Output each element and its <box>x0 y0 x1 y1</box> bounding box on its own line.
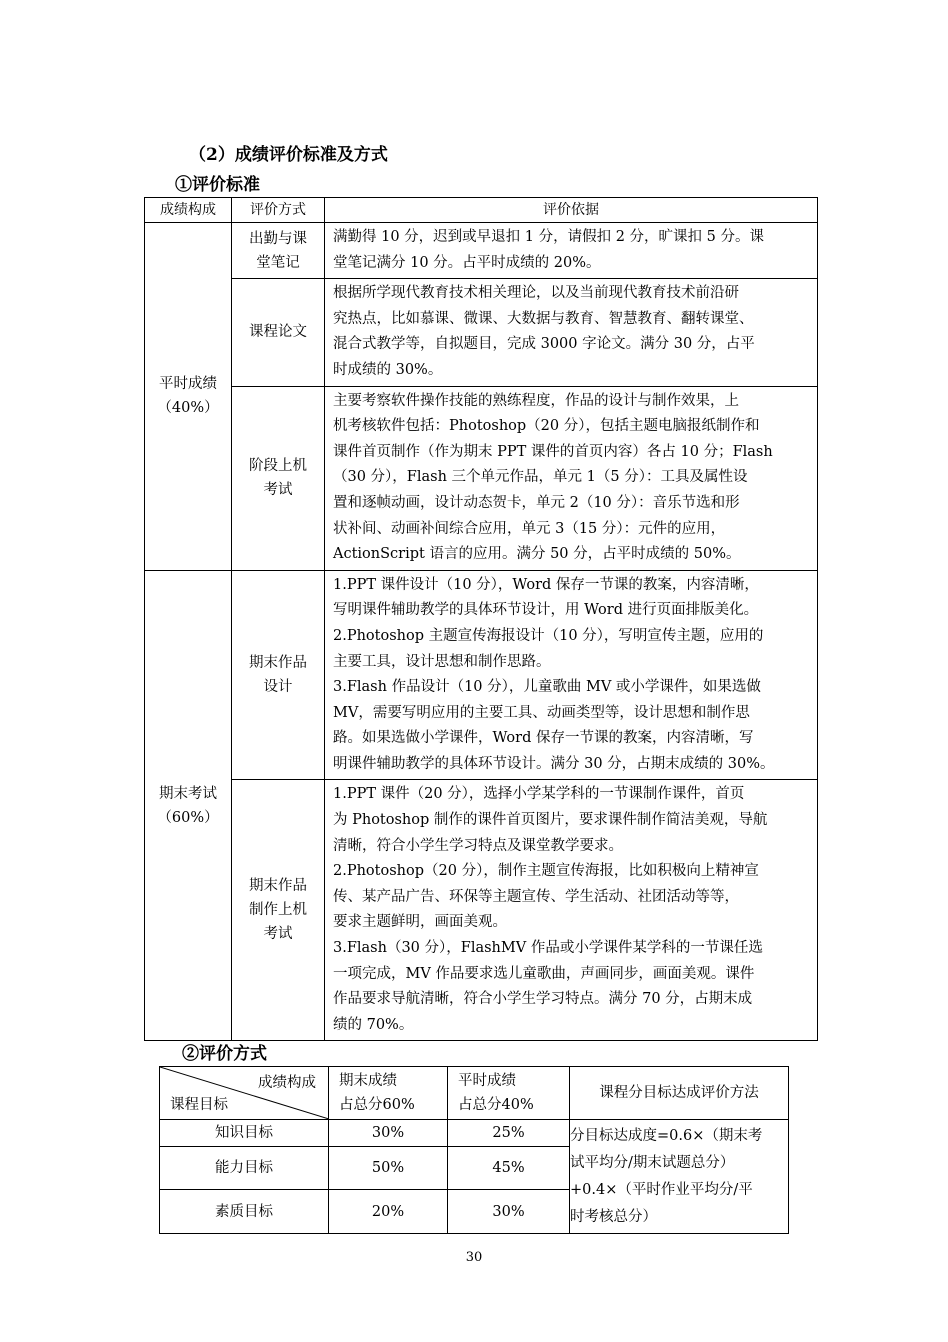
method-paper: 课程论文 <box>232 279 325 386</box>
goal-ability: 能力目标 <box>160 1147 329 1190</box>
diagonal-header-cell <box>160 1067 329 1120</box>
usual-knowledge: 25% <box>448 1120 570 1147</box>
criteria-header-row <box>145 198 818 223</box>
goal-knowledge: 知识目标 <box>160 1120 329 1147</box>
basis-final-design: 1.PPT 课件设计（10 分），Word 保存一节课的教案，内容清晰， 写明课件辅助教学的具体环节设计，用 Word 进行页面排版美化。 2.Photoshop 主题宣传海报设计（10 分），写明宣传主题，应用的 主要工具，设计思想和制作思路。 3.Flash 作品设计（10 分），儿童歌曲 MV 或小学课件，如果选做 MV，需要写明应用的主要工具、动画类型等，设计思想和制作思 路。如果选做小学课件，Word 保存一节课的教案，内容清晰，写 明课件辅助教学的具体环节设计。满分 30 分，占期末成绩的 30%。 <box>325 570 818 780</box>
group-label-usual: 平时成绩 （40%） <box>145 223 232 571</box>
header-final-score: 期末成绩 占总分60% <box>329 1067 448 1120</box>
table-row <box>145 279 818 386</box>
usual-ability: 45% <box>448 1147 570 1190</box>
criteria-title: ①评价标准 <box>175 175 260 195</box>
table-row <box>160 1120 789 1147</box>
final-ability: 50% <box>329 1147 448 1190</box>
method-final-exam: 期末作品 制作上机 考试 <box>232 780 325 1041</box>
table-row <box>145 386 818 570</box>
method-stage-exam: 阶段上机 考试 <box>232 386 325 570</box>
page-number: 30 <box>465 1250 483 1265</box>
final-quality: 20% <box>329 1190 448 1234</box>
corner-bottom-label: 课程目标 <box>170 1097 228 1113</box>
header-evaluation-method: 课程分目标达成评价方法 <box>570 1067 789 1120</box>
corner-top-label: 成绩构成 <box>258 1075 316 1091</box>
goal-quality: 素质目标 <box>160 1190 329 1234</box>
final-knowledge: 30% <box>329 1120 448 1147</box>
header-method: 评价方式 <box>232 198 325 223</box>
table-row <box>145 570 818 780</box>
header-basis: 评价依据 <box>325 198 818 223</box>
header-composition: 成绩构成 <box>145 198 232 223</box>
basis-attendance: 满勤得 10 分，迟到或早退扣 1 分，请假扣 2 分，旷课扣 5 分。课 堂笔记满分 10 分。占平时成绩的 20%。 <box>325 223 818 279</box>
method-header-row <box>160 1067 789 1120</box>
table-row <box>145 780 818 1041</box>
basis-final-exam: 1.PPT 课件（20 分），选择小学某学科的一节课制作课件，首页 为 Photoshop 制作的课件首页图片，要求课件制作简洁美观，导航 清晰，符合小学生学习特点及课堂教学要求。 2.Photoshop（20 分），制作主题宣传海报，比如积极向上精神宣 传、某产品广告、环保等主题宣传、学生活动、社团活动等等， 要求主题鲜明，画面美观。 3.Flash（30 分），FlashMV 作品或小学课件某学科的一节课任选 一项完成，MV 作品要求选儿童歌曲，声画同步，画面美观。课件 作品要求导航清晰，符合小学生学习特点。满分 70 分，占期末成 绩的 70%。 <box>325 780 818 1041</box>
method-table <box>159 1066 789 1234</box>
section-title: （2）成绩评价标准及方式 <box>189 145 388 165</box>
group-label-final: 期末考试 （60%） <box>145 570 232 1041</box>
method-final-design: 期末作品 设计 <box>232 570 325 780</box>
usual-quality: 30% <box>448 1190 570 1234</box>
method-attendance: 出勤与课 堂笔记 <box>232 223 325 279</box>
method-title: ②评价方式 <box>182 1044 267 1064</box>
basis-paper: 根据所学现代教育技术相关理论，以及当前现代教育技术前沿研 究热点，比如慕课、微课、大数据与教育、智慧教育、翻转课堂、 混合式教学等，自拟题目，完成 3000 字论文。满分 30 分，占平 时成绩的 30%。 <box>325 279 818 386</box>
table-row <box>145 223 818 279</box>
basis-stage-exam: 主要考察软件操作技能的熟练程度，作品的设计与制作效果，上 机考核软件包括：Photoshop（20 分），包括主题电脑报纸制作和 课件首页制作（作为期末 PPT 课件的首页内容）各占 10 分；Flash （30 分），Flash 三个单元作品，单元 1（5 分）：工具及属性设 置和逐帧动画，设计动态贺卡，单元 2（10 分）：音乐节选和形 状补间、动画补间综合应用，单元 3（15 分）：元件的应用， ActionScript 语言的应用。满分 50 分，占平时成绩的 50%。 <box>325 386 818 570</box>
header-usual-score: 平时成绩 占总分40% <box>448 1067 570 1120</box>
evaluation-formula: 分目标达成度=0.6×（期末考 试平均分/期末试题总分） +0.4×（平时作业平均分/平 时考核总分） <box>570 1120 789 1234</box>
criteria-table <box>144 197 818 1041</box>
